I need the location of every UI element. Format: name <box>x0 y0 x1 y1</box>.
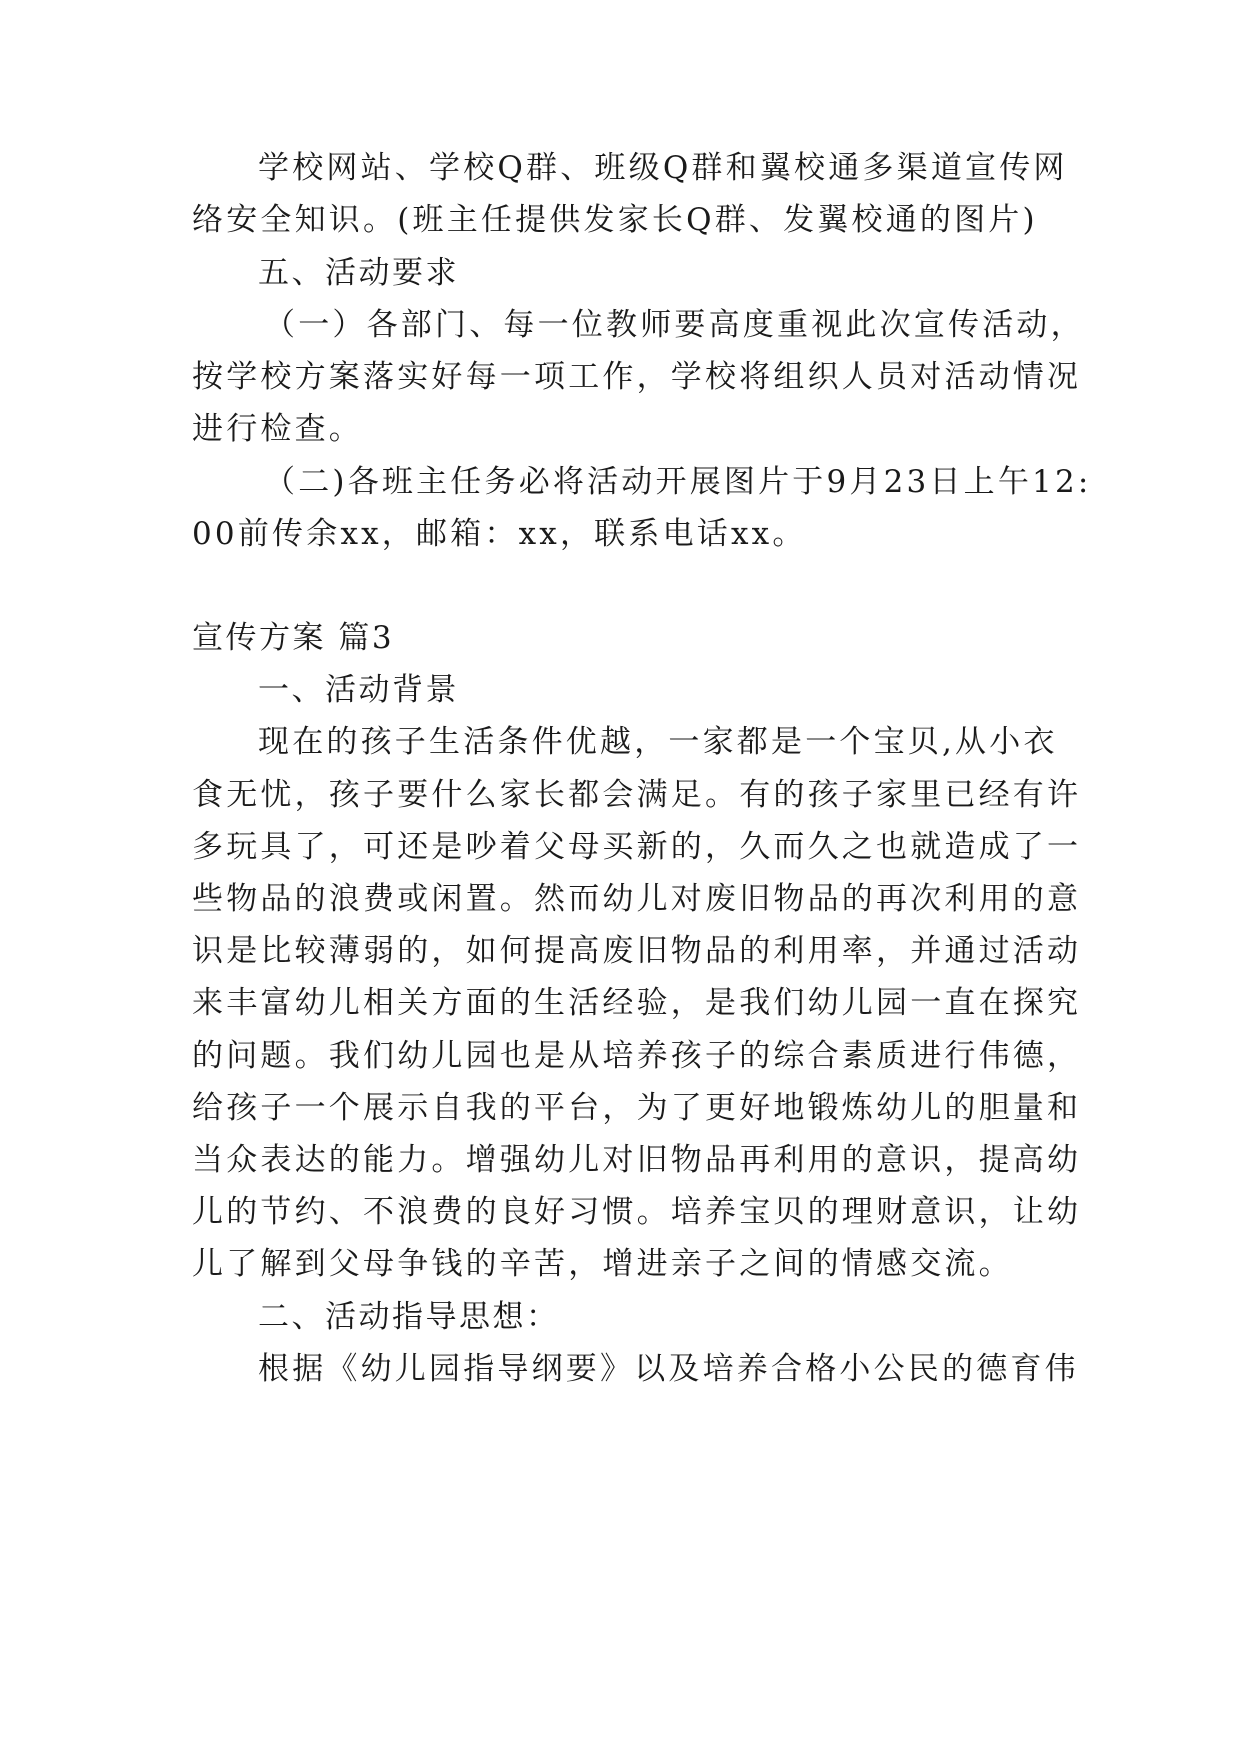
section-heading: 一、活动背景 <box>258 672 459 708</box>
paragraph-line: 来丰富幼儿相关方面的生活经验，是我们幼儿园一直在探究 <box>192 985 1082 1021</box>
paragraph-line: 食无忧，孩子要什么家长都会满足。有的孩子家里已经有许 <box>192 777 1082 813</box>
document-section-title: 宣传方案 篇3 <box>192 620 395 656</box>
paragraph-line: 识是比较薄弱的，如何提高废旧物品的利用率，并通过活动 <box>192 933 1082 969</box>
paragraph-line: 儿了解到父母争钱的辛苦，增进亲子之间的情感交流。 <box>192 1246 1013 1282</box>
paragraph-line: 当众表达的能力。增强幼儿对旧物品再利用的意识，提高幼 <box>192 1142 1082 1178</box>
paragraph-line: 给孩子一个展示自我的平台，为了更好地锻炼幼儿的胆量和 <box>192 1090 1082 1126</box>
paragraph-line: 些物品的浪费或闲置。然而幼儿对废旧物品的再次利用的意 <box>192 881 1082 917</box>
paragraph-line: 00前传余xx，邮箱：xx，联系电话xx。 <box>192 516 807 552</box>
paragraph-line: 络安全知识。(班主任提供发家长Q群、发翼校通的图片) <box>192 202 1038 238</box>
section-heading: 二、活动指导思想： <box>258 1299 560 1335</box>
paragraph-line: 多玩具了，可还是吵着父母买新的，久而久之也就造成了一 <box>192 829 1082 865</box>
paragraph-line: 学校网站、学校Q群、班级Q群和翼校通多渠道宣传网 <box>258 150 1068 186</box>
paragraph-line: （一）各部门、每一位教师要高度重视此次宣传活动， <box>264 307 1085 343</box>
paragraph-line: 根据《幼儿园指导纲要》以及培养合格小公民的德育伟 <box>258 1351 1079 1387</box>
paragraph-line: 儿的节约、不浪费的良好习惯。培养宝贝的理财意识，让幼 <box>192 1194 1082 1230</box>
paragraph-line: 的问题。我们幼儿园也是从培养孩子的综合素质进行伟德， <box>192 1038 1082 1074</box>
paragraph-line: 现在的孩子生活条件优越，一家都是一个宝贝,从小衣 <box>258 724 1058 760</box>
paragraph-line: 进行检查。 <box>192 411 363 447</box>
paragraph-line: 按学校方案落实好每一项工作，学校将组织人员对活动情况 <box>192 359 1082 395</box>
section-heading: 五、活动要求 <box>258 255 459 291</box>
paragraph-line: （二)各班主任务必将活动开展图片于9月23日上午12: <box>264 464 1092 500</box>
